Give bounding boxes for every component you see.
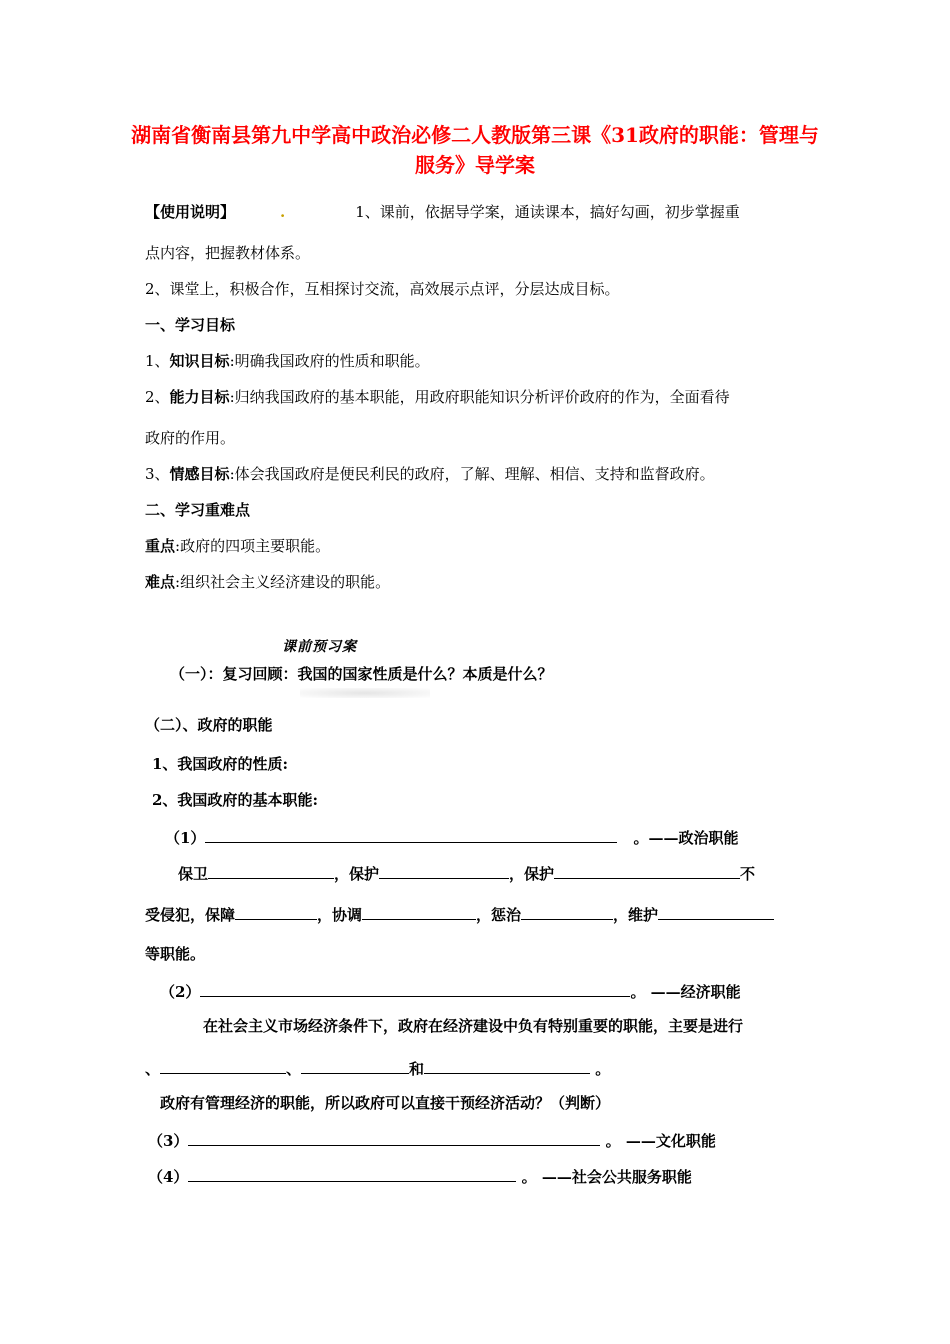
goal-ability-cont: 政府的作用。 [145,429,236,447]
fill-1-number: （1） [165,829,206,847]
economic-text: 在社会主义市场经济条件下，政府在经济建设中负有特别重要的职能，主要是进行 [203,1017,744,1035]
keypoint-difficulty [145,572,810,592]
text-chengzhi: ，惩治 [476,906,522,924]
fill-political-detail-2 [145,903,810,925]
blank-economic-2[interactable] [301,1057,409,1074]
blank-baohu-2[interactable] [554,862,740,879]
fill-economic-items [145,1057,810,1079]
goal-1-number: 1、 [145,352,170,370]
goal-ability [145,387,810,407]
fill-3-tail: 。 ——文化职能 [600,1132,716,1150]
item-nature: 1、我国政府的性质: [152,755,288,773]
blank-baozhang[interactable] [235,903,317,920]
text-baohu-2: ，保护 [509,865,555,883]
blank-chengzhi[interactable] [521,903,613,920]
goal-1-label: 知识目标 [169,352,230,370]
goal-2-text: :归纳我国政府的基本职能，用政府职能知识分析评价政府的作为，全面看待 [229,388,730,406]
usage-dot: . [280,203,286,221]
text-period: 。 [590,1060,611,1078]
focus-text: :政府的四项主要职能。 [175,537,331,555]
blank-weihu[interactable] [658,903,774,920]
difficulty-text: :组织社会主义经济建设的职能。 [175,573,391,591]
fill-2-number: （2） [160,983,201,1001]
usage-line-2: 2、课堂上，积极合作，互相探讨交流，高效展示点评，分层达成目标。 [145,280,620,298]
blank-political[interactable] [205,826,617,843]
goal-3-text: :体会我国政府是便民利民的政府，了解、理解、相信、支持和监督政府。 [229,465,715,483]
goal-emotion [145,464,810,484]
focus-label: 重点 [145,537,176,555]
document-title: 湖南省衡南县第九中学高中政治必修二人教版第三课《31政府的职能：管理与服务》导学案 [131,123,819,177]
goals-heading: 一、学习目标 [145,316,236,334]
fill-3-number: （3） [148,1132,189,1150]
goal-1-text: :明确我国政府的性质和职能。 [229,352,430,370]
text-comma-2: 、 [286,1060,302,1078]
fill-2-tail: 。 ——经济职能 [630,983,741,1001]
blank-economic[interactable] [200,980,630,997]
scan-smudge [300,688,430,698]
preview-heading: 课前预习案 [282,639,357,655]
fill-cultural [148,1129,813,1151]
fill-4-tail: 。 ——社会公共服务职能 [516,1168,692,1186]
text-bu: 不 [740,865,756,883]
goal-2-label: 能力目标 [169,388,230,406]
blank-public-service[interactable] [188,1165,516,1182]
item-basic-functions: 2、我国政府的基本职能: [152,791,318,809]
section-functions: （二）、政府的职能 [145,716,273,734]
fill-political [165,826,830,848]
goal-3-number: 3、 [145,465,170,483]
blank-baowei[interactable] [208,862,334,879]
fill-political-detail [178,862,810,884]
fill-4-number: （4） [148,1168,189,1186]
review-question: （一）：复习回顾：我国的国家性质是什么？本质是什么？ [170,665,553,683]
usage-label: 【使用说明】 [145,203,236,221]
blank-baohu-1[interactable] [379,862,509,879]
text-xietiao: ，协调 [317,906,363,924]
usage-line-1 [145,202,810,222]
text-weihu: ，维护 [613,906,659,924]
keypoint-focus [145,536,810,556]
keypoints-heading: 二、学习重难点 [145,501,251,519]
fill-1-tail: 。——政治职能 [633,829,739,847]
fill-public-service [148,1165,813,1187]
text-shou: 受侵犯，保障 [145,906,236,924]
usage-text-1a: 1、课前，依据导学案，通读课本，搞好勾画，初步掌握重 [355,203,740,221]
goal-knowledge [145,351,810,371]
fill-political-end: 等职能。 [145,945,206,963]
blank-economic-3[interactable] [424,1057,590,1074]
text-baowei: 保卫 [178,865,209,883]
text-he: 和 [409,1060,425,1078]
usage-line-1b: 点内容，把握教材体系。 [145,244,311,262]
blank-cultural[interactable] [188,1129,600,1146]
fill-economic [160,980,825,1002]
blank-economic-1[interactable] [160,1057,286,1074]
text-comma-1: 、 [145,1060,161,1078]
blank-xietiao[interactable] [362,903,476,920]
goal-3-label: 情感目标 [169,465,230,483]
difficulty-label: 难点 [145,573,176,591]
judge-question: 政府有管理经济的职能，所以政府可以直接干预经济活动？（判断） [160,1094,611,1112]
text-baohu-1: ，保护 [334,865,380,883]
goal-2-number: 2、 [145,388,170,406]
